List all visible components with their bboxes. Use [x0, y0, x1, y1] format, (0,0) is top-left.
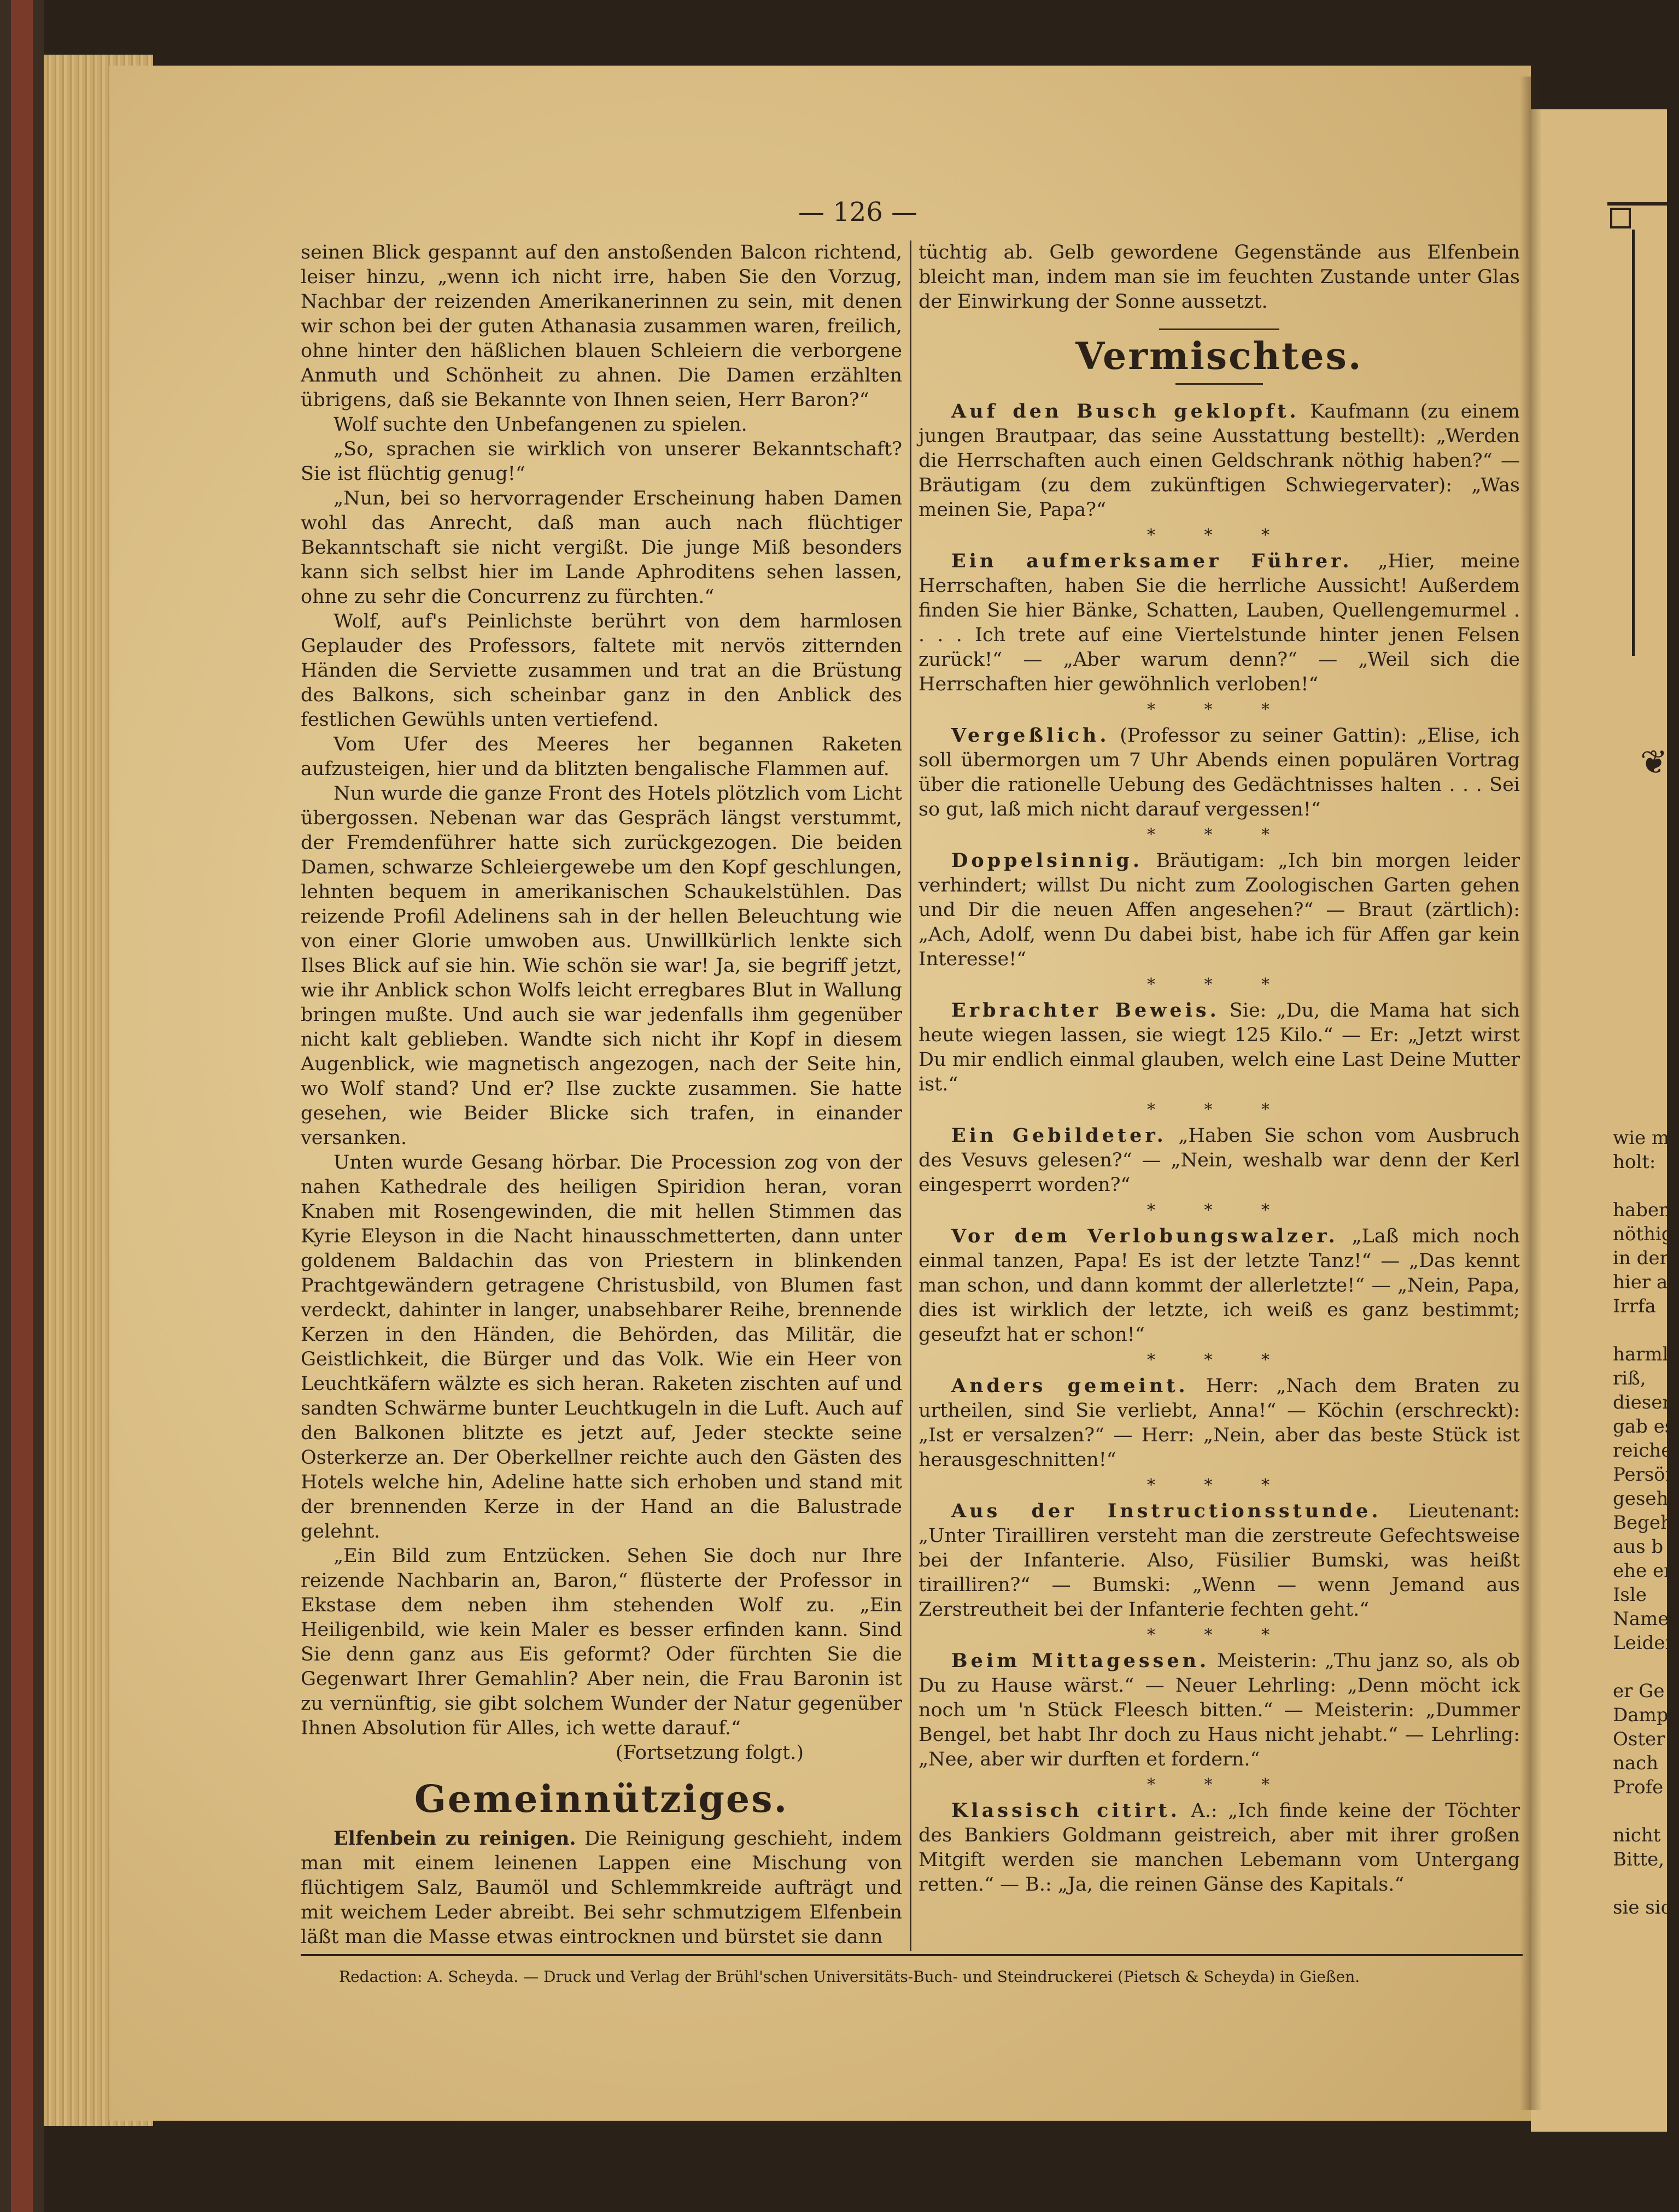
- anecdote-title: Klassisch citirt.: [951, 1799, 1180, 1822]
- anecdote-title: Beim Mittagessen.: [951, 1650, 1210, 1672]
- separator-stars: * * *: [1146, 975, 1292, 994]
- story-paragraph: „Ein Bild zum Entzücken. Sehen Sie doch nur Ihre reizende Nachbarin an, Baron,“ flüsterte der Professor in Ekstase dem neben ihm stehenden Wolf zu. „Ein Heiligenbild, wie kein Maler es besser erfinden kann. Sind Sie denn ganz aus Eis geformt? Oder fürchten Sie die Gegenwart Ihrer Gemahlin? Aber nein, die Frau Baronin ist zu vernünftig, sie gibt solchem Wunder der Natur gegenüber Ihnen Absolution für Alles, ich wette darauf.“: [301, 1545, 902, 1739]
- anecdote-title: Anders gemeint.: [951, 1375, 1189, 1397]
- story-paragraph: seinen Blick gespannt auf den anstoßenden Balcon richtend, leiser hinzu, „wenn ich nicht irre, haben Sie den Vorzug, Nachbar der reizenden Amerikanerinnen zu sein, mit denen wir schon bei der guten Athanasia zusammen waren, freilich, ohne hinter den häßlichen blauen Schleiern die verborgene Anmuth und Schönheit zu ahnen. Die Damen erzählten übrigens, daß sie Bekannte von Ihnen seien, Herr Baron?“: [301, 242, 902, 411]
- story-paragraph: Unten wurde Gesang hörbar. Die Procession zog von der nahen Kathedrale des heiligen Spiridion heran, voran Knaben mit Rosengewinden, die mit hellen Stimmen das Kyrie Eleyson in die Nacht hinausschmetterten, dann unter goldenem Baldachin das von Priestern in blinkenden Prachtgewändern getragene Christusbild, von Blumen fast verdeckt, dahinter in langer, unabsehbarer Reihe, brennende Kerzen in den Händen, die Behörden, das Militär, die Geistlichkeit, die Bürger und das Volk. Wie ein Heer von Leuchtkäfern wälzte es sich heran. Raketen zischten auf und sandten Schwärme bunter Leuchtkugeln in die Luft. Auch auf den Balkonen blitzte es jetzt auf, Jeder steckte seine Osterkerze an. Der Oberkellner reichte auch den Gästen des Hotels welche hin, Adeline hatte sich erhoben und stand mit der brennenden Kerze in der Hand an die Balustrade gelehnt.: [301, 1152, 902, 1542]
- anecdote-text: Kaufmann (zu einem jungen Brautpaar, das seine Ausstattung bestellt): „Werden die Herrschaften auch einen Geldschrank nöthig haben?“ — Bräutigam (zu dem zukünftigen Schwiegervater): „Was meinen Sie, Papa?“: [919, 401, 1520, 521]
- anecdote-title: Auf den Busch geklopft.: [951, 400, 1300, 423]
- section-heading-gemeinnuetziges: Gemeinnütziges.: [414, 1777, 789, 1821]
- story-paragraph: „Nun, bei so hervorragender Erscheinung haben Damen wohl das Anrecht, daß man auch nach flüchtiger Bekanntschaft sie nicht vergißt. Die junge Miß besonders kann sich selbst hier im Lande Aphroditens sehen lassen, ohne zu sehr die Concurrenz zu fürchten.“: [301, 488, 902, 608]
- anecdote-title: Vor dem Verlobungswalzer.: [951, 1225, 1338, 1247]
- anecdote-title: Aus der Instructionsstunde.: [951, 1500, 1382, 1522]
- left-column: [301, 240, 902, 1950]
- anecdote-text: „Haben Sie schon vom Ausbruch des Vesuvs gelesen?“ — „Nein, weshalb war denn der Kerl eingesperrt worden?“: [919, 1125, 1520, 1196]
- anecdote-text: (Professor zu seiner Gattin): „Elise, ich soll übermorgen um 7 Uhr Abends einen populären Vortrag über die rationelle Uebung des Gedächtnisses halten . . . Sei so gut, laß mich nicht darauf vergessen!“: [919, 725, 1520, 820]
- anecdote: [919, 998, 1520, 1097]
- next-page-frame-corner: [1610, 208, 1631, 228]
- separator-stars: * * *: [1146, 700, 1292, 719]
- next-page-text-fragment: wie m holt: haben nöthig in der hier a Irrfa harml riß, diesen gab es reiche Persön gesehe Begeh aus b ehe er Isle Namer Leiden er Ge Damp Oster nach Profe nicht Bitte, sie sic: [1613, 1127, 1679, 1918]
- binding-cloth-strip: [11, 0, 33, 2212]
- separator-stars: * * *: [1146, 1476, 1292, 1495]
- next-page-frame-top: [1607, 202, 1667, 206]
- anecdote-text: Bräutigam: „Ich bin morgen leider verhindert; willst Du nicht zum Zoologischen Garten gehen und Dir die neuen Affen angesehen?“ — Braut (zärtlich): „Ach, Adolf, wenn Du dabei bist, habe ich für Affen gar kein Interesse!“: [919, 850, 1520, 970]
- continuation-note: (Fortsetzung folgt.): [615, 1742, 804, 1764]
- anecdote: [919, 1123, 1520, 1198]
- notice-heading: Elfenbein zu reinigen.: [334, 1827, 576, 1850]
- column-divider: [910, 240, 911, 1951]
- anecdote: [919, 1648, 1520, 1772]
- separator-stars: * * *: [1146, 1201, 1292, 1220]
- footer-rule: [301, 1954, 1523, 1956]
- anecdote-text: A.: „Ich finde keine der Töchter des Bankiers Goldmann geistreich, aber mit ihrer großen Mitgift werden sie manchen Lebemann vom Untergang retten.“ — B.: „Ja, die reinen Gänse des Kapitals.“: [919, 1800, 1520, 1896]
- anecdote: [919, 399, 1520, 523]
- next-page-frame-rule: [1632, 230, 1635, 656]
- notice-paragraph: [301, 1826, 902, 1950]
- anecdote-text: Herr: „Nach dem Braten zu urtheilen, sind Sie verliebt, Anna!“ — Köchin (erschreckt): „Ist er versalzen?“ — Herr: „Nein, aber das beste Stück ist herausgeschnitten!“: [919, 1375, 1520, 1471]
- story-paragraph: „So, sprachen sie wirklich von unserer Bekanntschaft? Sie ist flüchtig genug!“: [301, 438, 902, 485]
- story-paragraph: Nun wurde die ganze Front des Hotels plötzlich vom Licht übergossen. Nebenan war das Gespräch längst verstummt, der Fremdenführer hatte sich zurückgezogen. Die beiden Damen, schwarze Schleiergewebe um den Kopf geschlungen, lehnten bequem in amerikanischen Schaukelstühlen. Das reizende Profil Adelinens sah in der hellen Beleuchtung wie von einer Glorie umwoben aus. Unwillkürlich lenkte sich Ilses Blick auf sie hin. Wie schön sie war! Ja, sie begriff jetzt, wie ihr Anblick schon Wolfs leicht erregbares Blut in Wallung bringen mußte. Und auch sie war jedenfalls ihm gegenüber nicht kalt geblieben. Wandte sich nicht ihr Kopf in diesem Augenblick, wie magnetisch angezogen, nach der Seite hin, wo Wolf stand? Und er? Ilse zuckte zusammen. Sie hatte gesehen, wie Beider Blicke sich trafen, in einander versanken.: [301, 783, 902, 1149]
- anecdote-title: Vergeßlich.: [951, 724, 1110, 747]
- imprint-footer: Redaction: A. Scheyda. — Druck und Verlag der Brühl'schen Universitäts-Buch- und Steindruckerei (Pietsch & Scheyda) in Gießen.: [339, 1968, 1360, 1986]
- separator-stars: * * *: [1146, 825, 1292, 844]
- section-rule: [1175, 383, 1263, 385]
- anecdote: [919, 1224, 1520, 1347]
- page-number: — 126 —: [798, 197, 918, 227]
- anecdote-title: Ein Gebildeter.: [951, 1124, 1167, 1147]
- book-binding: [0, 0, 44, 2212]
- anecdote-text: „Hier, meine Herrschaften, haben Sie die herrliche Aussicht! Außerdem finden Sie hier Bänke, Schatten, Lauben, Quellengemurmel . . . . Ich trete auf eine Viertelstunde hinter jenen Felsen zurück!“ — „Aber warum denn?“ — „Weil sich die Herrschaften hier gewöhnlich verloben!“: [919, 550, 1520, 695]
- separator-stars: * * *: [1146, 1351, 1292, 1370]
- anecdote: [919, 1374, 1520, 1472]
- separator-stars: * * *: [1146, 1775, 1292, 1794]
- notice-text: Die Reinigung geschieht, indem man mit einem leinenen Lappen eine Mischung von flüchtigem Salz, Baumöl und Schlemmkreide aufträgt und mit weichem Leder abreibt. Bei sehr schmutzigem Elfenbein läßt man die Masse etwas eintrocknen und bürstet sie dann: [301, 1828, 902, 1948]
- anecdote: [919, 848, 1520, 972]
- right-column: [919, 240, 1520, 1897]
- page-gutter: [1520, 77, 1542, 2110]
- separator-stars: * * *: [1146, 1100, 1292, 1119]
- anecdote-text: Meisterin: „Thu janz so, als ob Du zu Hause wärst.“ — Neuer Lehrling: „Denn möcht ick noch um 'n Stück Fleesch bitten.“ — Meisterin: „Dummer Bengel, bet habt Ihr doch zu Haus nicht jehabt.“ — Lehrling: „Nee, aber wir durften et fordern.“: [919, 1650, 1520, 1770]
- anecdote-text: Lieutenant: „Unter Tirailliren versteht man die zerstreute Gefechtsweise bei der Infanterie. Also, Füsilier Bumski, was heißt tirailliren?“ — Bumski: „Wenn — wenn Jemand aus Zerstreutheit bei der Infanterie fechten geht.“: [919, 1500, 1520, 1621]
- anecdote-title: Ein aufmerksamer Führer.: [951, 550, 1353, 572]
- separator-stars: * * *: [1146, 1626, 1292, 1645]
- ornament-icon: ❦: [1640, 743, 1668, 782]
- anecdote: [919, 549, 1520, 697]
- anecdote: [919, 723, 1520, 822]
- anecdote-text: Sie: „Du, die Mama hat sich heute wiegen lassen, sie wiegt 125 Kilo.“ — Er: „Jetzt wirst Du mir endlich einmal glauben, welch eine Last Deine Mutter ist.“: [919, 1000, 1520, 1095]
- separator-stars: * * *: [1146, 526, 1292, 545]
- anecdote: [919, 1798, 1520, 1897]
- section-rule: [1159, 328, 1279, 330]
- anecdote-title: Erbrachter Beweis.: [951, 999, 1220, 1022]
- anecdote-title: Doppelsinnig.: [951, 849, 1143, 872]
- anecdote-text: „Laß mich noch einmal tanzen, Papa! Es ist der letzte Tanz!“ — „Das kennt man schon, und dann kommt der allerletzte!“ — „Nein, Papa, dies ist wirklich der letzte, ich weiß es ganz bestimmt; geseufzt hat er schon!“: [919, 1225, 1520, 1346]
- section-heading-vermischtes: Vermischtes.: [1075, 335, 1363, 378]
- story-paragraph: Wolf suchte den Unbefangenen zu spielen.: [334, 414, 747, 436]
- notice-continuation: tüchtig ab. Gelb gewordene Gegenstände aus Elfenbein bleicht man, indem man sie im feuchten Zustande unter Glas der Einwirkung der Sonne aussetzt.: [919, 242, 1520, 313]
- story-paragraph: Vom Ufer des Meeres her begannen Raketen aufzusteigen, hier und da blitzten bengalische Flammen auf.: [301, 734, 902, 780]
- story-paragraph: Wolf, auf's Peinlichste berührt von dem harmlosen Geplauder des Professors, faltete mit nervös zitternden Händen die Serviette zusammen und trat an die Brüstung des Balkons, sich scheinbar ganz in den Anblick des festlichen Gewühls unten vertiefend.: [301, 611, 902, 731]
- anecdote: [919, 1499, 1520, 1622]
